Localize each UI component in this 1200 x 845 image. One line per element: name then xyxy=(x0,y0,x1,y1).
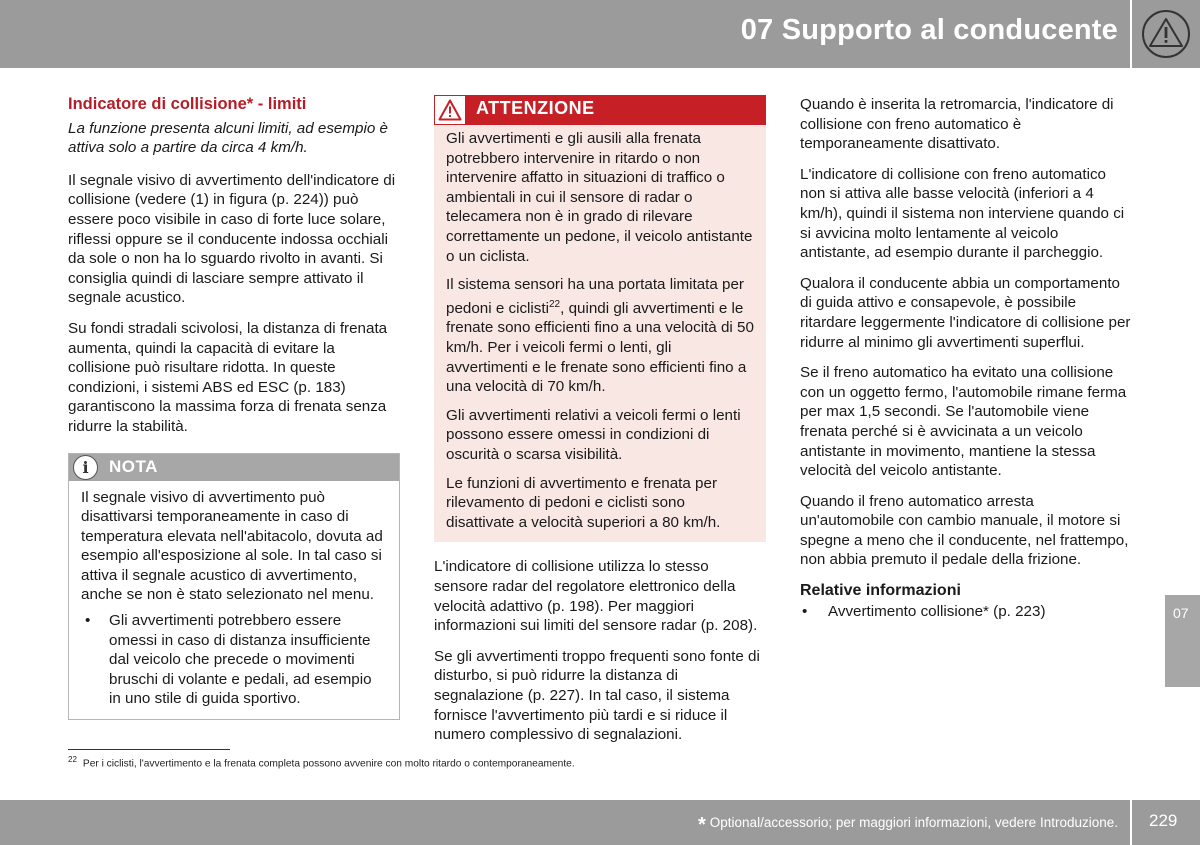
warning-paragraph: Gli avvertimenti e gli ausili alla frenata potrebbero intervenire in ritardo o non intervenire affatto in situazioni di traffico o ambientali in cui il sensore di radar o telecamera non è in grado di rilevare correttamente un pedone, il veicolo antistante o un ciclista. xyxy=(446,130,753,265)
footer-note-text: Optional/accessorio; per maggiori informazioni, vedere Introduzione. xyxy=(709,815,1118,830)
footnote-divider xyxy=(68,749,230,750)
column-2 xyxy=(434,95,766,756)
warning-icon-box xyxy=(434,95,466,125)
header-icon-box xyxy=(1132,0,1200,68)
warning-paragraph: Le funzioni di avvertimento e frenata per rilevamento di pedoni e ciclisti sono disattivate a velocità superiori a 80 km/h. xyxy=(446,474,721,531)
footnote xyxy=(68,755,575,769)
list-item-text: Gli avvertimenti potrebbero essere omessi in caso di distanza insufficiente dal veicolo che precede o movimenti bruschi di volante e pedali, ad esempio in uno stile di guida sportivo. xyxy=(109,612,372,708)
warning-triangle-icon xyxy=(1141,9,1191,59)
paragraph: Su fondi stradali scivolosi, la distanza di frenata aumenta, quindi la capacità di evitare la collisione può risultare ridotta. In queste condizioni, i sistemi ABS ed ESC (p. 183) garantiscono la massima forza di frenata senza ridurre la stabilità. xyxy=(68,319,388,435)
chapter-tab-label: 07 xyxy=(1173,605,1189,621)
footnote-number: 22 xyxy=(68,755,77,764)
related-heading: Relative informazioni xyxy=(800,582,961,600)
note-title: NOTA xyxy=(109,456,158,476)
intro-text: La funzione presenta alcuni limiti, ad esempio è attiva solo a partire da circa 4 km/h. xyxy=(68,119,388,157)
list-item xyxy=(81,611,387,709)
asterisk: * xyxy=(697,814,706,836)
paragraph: Se gli avvertimenti troppo frequenti sono fonte di disturbo, si può ridurre la distanza di segnalazione (p. 227). In tal caso, il sistema fornisce l'avvertimento più tardi e si riduce il numero complessivo di segnalazioni. xyxy=(434,647,760,744)
chapter-tab xyxy=(1165,595,1200,687)
footnote-ref: 22 xyxy=(549,298,561,310)
page-title: 07 Supporto al conducente xyxy=(740,14,1118,46)
related-link[interactable] xyxy=(800,602,1132,622)
footnote-text: Per i ciclisti, l'avvertimento e la frenata completa possono avvenire con molto ritardo o contemporaneamente. xyxy=(82,758,575,770)
column-2-body xyxy=(434,557,766,744)
paragraph: Se il freno automatico ha evitato una collisione con un oggetto fermo, l'automobile rimane ferma per max 1,5 secondi. Se l'automobile viene frenata perché si è avvicinata a un veicolo antistante in movimento, mantiene la stessa velocità del veicolo antistante. xyxy=(800,364,1127,480)
note-body xyxy=(69,481,399,720)
paragraph: L'indicatore di collisione utilizza lo stesso sensore radar del regolatore elettronico della velocità adattivo (p. 198). Per maggiori informazioni sui limiti del sensore radar (p. 208). xyxy=(434,558,758,635)
bullet-dot: • xyxy=(802,602,808,620)
paragraph: Quando il freno automatico arresta un'automobile con cambio manuale, il motore si spegne a meno che il conducente, nel frattempo, non abbia premuto il pedale della frizione. xyxy=(800,492,1129,569)
column-3 xyxy=(800,95,1132,621)
paragraph: L'indicatore di collisione con freno automatico non si attiva alle basse velocità (inferiori a 4 km/h), quindi il sistema non interviene quando ci si avvicina molto lentamente al veicolo antistante, ad esempio durante il parcheggio. xyxy=(800,165,1125,262)
footer-note xyxy=(698,814,1118,837)
bullet-dot: • xyxy=(85,612,91,630)
warning-box xyxy=(434,95,766,542)
warning-paragraph: Gli avvertimenti relativi a veicoli fermi o lenti possono essere omessi in condizioni di oscurità o scarsa visibilità. xyxy=(446,406,741,463)
page-number-box xyxy=(1132,800,1200,845)
warning-text: , quindi gli avvertimenti e le frenate sono efficienti fino a una velocità di 50 km/h. Per i veicoli fermi o lenti, gli avvertimenti e le frenate sono efficienti fino a una velocità di 70 km/h. xyxy=(446,299,754,396)
section-heading: Indicatore di collisione* - limiti xyxy=(68,95,307,113)
header-bar xyxy=(0,0,1130,68)
note-box xyxy=(68,453,400,721)
info-icon: i xyxy=(73,455,98,480)
warning-paragraph xyxy=(446,275,754,397)
warning-triangle-icon xyxy=(438,99,462,121)
footer-bar xyxy=(0,800,1130,845)
warning-title: ATTENZIONE xyxy=(476,98,595,118)
column-1 xyxy=(68,95,400,720)
note-header xyxy=(69,454,399,481)
note-text: Il segnale visivo di avvertimento può disattivarsi temporaneamente in caso di temperatura elevata nell'abitacolo, dovuta ad esempio all'esposizione al sole. In tal caso si attiva il segnale acustico di avvertimento, anche se non è stato selezionato nel menu. xyxy=(81,488,383,604)
warning-text: Il sistema sensori ha una portata limitata per pedoni e ciclisti xyxy=(446,276,744,317)
page-number: 229 xyxy=(1149,811,1178,830)
warning-header xyxy=(434,95,766,125)
paragraph: Il segnale visivo di avvertimento dell'indicatore di collisione (vedere (1) in figura (p. 224)) può essere poco visibile in caso di forte luce solare, riflessi oppure se il conducente indossa occhiali da sole o non ha lo sguardo rivolto in avanti. Si consiglia quindi di lasciare sempre attivato il segnale acustico. xyxy=(68,171,396,307)
related-link-text[interactable]: Avvertimento collisione* (p. 223) xyxy=(828,602,1046,620)
paragraph: Quando è inserita la retromarcia, l'indicatore di collisione con freno automatico è temporaneamente disattivato. xyxy=(800,96,1114,153)
warning-body xyxy=(434,125,766,542)
paragraph: Qualora il conducente abbia un comportamento di guida attivo e consapevole, è possibile ritardare leggermente l'indicatore di collisione per ridurre al minimo gli avvertimenti superflui. xyxy=(800,274,1131,351)
